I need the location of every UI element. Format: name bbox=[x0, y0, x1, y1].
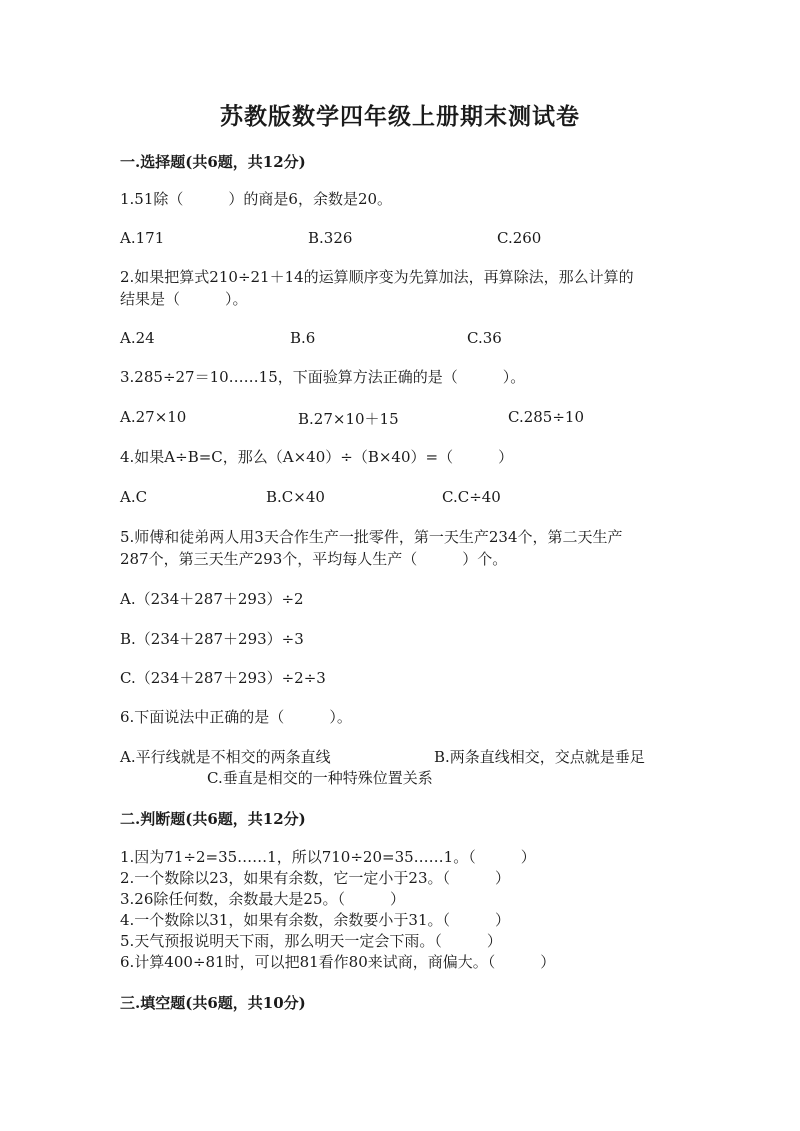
judge-question-1: 1.因为71÷2=35……1，所以710÷20=35……1。（ ） bbox=[120, 848, 536, 866]
judge-question-3: 3.26除任何数，余数最大是25。（ ） bbox=[120, 890, 405, 908]
question-3-text: 3.285÷27＝10……15，下面验算方法正确的是（ ）。 bbox=[120, 368, 526, 386]
question-4-option-b: B.C×40 bbox=[266, 488, 325, 506]
question-2-option-c: C.36 bbox=[467, 329, 502, 347]
judge-question-2: 2.一个数除以23，如果有余数，它一定小于23。（ ） bbox=[120, 869, 510, 887]
section-heading-fill: 三.填空题(共6题，共10分) bbox=[120, 994, 306, 1012]
question-1-option-a: A.171 bbox=[120, 229, 165, 247]
judge-question-6: 6.计算400÷81时，可以把81看作80来试商，商偏大。（ ） bbox=[120, 953, 556, 971]
page-title: 苏教版数学四年级上册期末测试卷 bbox=[220, 103, 580, 130]
question-5-option-c: C.（234＋287＋293）÷2÷3 bbox=[120, 669, 326, 687]
judge-question-4: 4.一个数除以31，如果有余数，余数要小于31。（ ） bbox=[120, 911, 510, 929]
question-1-option-b: B.326 bbox=[308, 229, 353, 247]
question-2-text-line2: 结果是（ ）。 bbox=[120, 290, 248, 308]
question-3-option-a: A.27×10 bbox=[120, 408, 187, 426]
question-6-option-c: C.垂直是相交的一种特殊位置关系 bbox=[207, 769, 433, 787]
question-6-option-a: A.平行线就是不相交的两条直线 bbox=[120, 748, 331, 766]
question-6-option-b: B.两条直线相交，交点就是垂足 bbox=[434, 748, 645, 766]
question-5-text-line1: 5.师傅和徒弟两人用3天合作生产一批零件，第一天生产234个，第二天生产 bbox=[120, 528, 623, 546]
section-heading-judge: 二.判断题(共6题，共12分) bbox=[120, 810, 306, 828]
question-2-text-line1: 2.如果把算式210÷21＋14的运算顺序变为先算加法，再算除法，那么计算的 bbox=[120, 268, 634, 286]
section-heading-choice: 一.选择题(共6题，共12分) bbox=[120, 153, 306, 171]
question-4-option-c: C.C÷40 bbox=[442, 488, 501, 506]
question-6-text: 6.下面说法中正确的是（ ）。 bbox=[120, 708, 352, 726]
question-5-option-b: B.（234＋287＋293）÷3 bbox=[120, 630, 304, 648]
judge-question-5: 5.天气预报说明天下雨，那么明天一定会下雨。（ ） bbox=[120, 932, 502, 950]
question-3-option-b: B.27×10＋15 bbox=[298, 410, 399, 428]
question-1-text: 1.51除（ ）的商是6，余数是20。 bbox=[120, 190, 393, 208]
question-5-text-line2: 287个，第三天生产293个，平均每人生产（ ）个。 bbox=[120, 550, 508, 568]
question-1-option-c: C.260 bbox=[497, 229, 542, 247]
question-3-option-c: C.285÷10 bbox=[508, 408, 584, 426]
question-4-text: 4.如果A÷B=C，那么（A×40）÷（B×40）=（ ） bbox=[120, 448, 514, 466]
question-2-option-b: B.6 bbox=[290, 329, 316, 347]
question-2-option-a: A.24 bbox=[120, 329, 155, 347]
question-4-option-a: A.C bbox=[120, 488, 148, 506]
question-5-option-a: A.（234＋287＋293）÷2 bbox=[120, 590, 304, 608]
